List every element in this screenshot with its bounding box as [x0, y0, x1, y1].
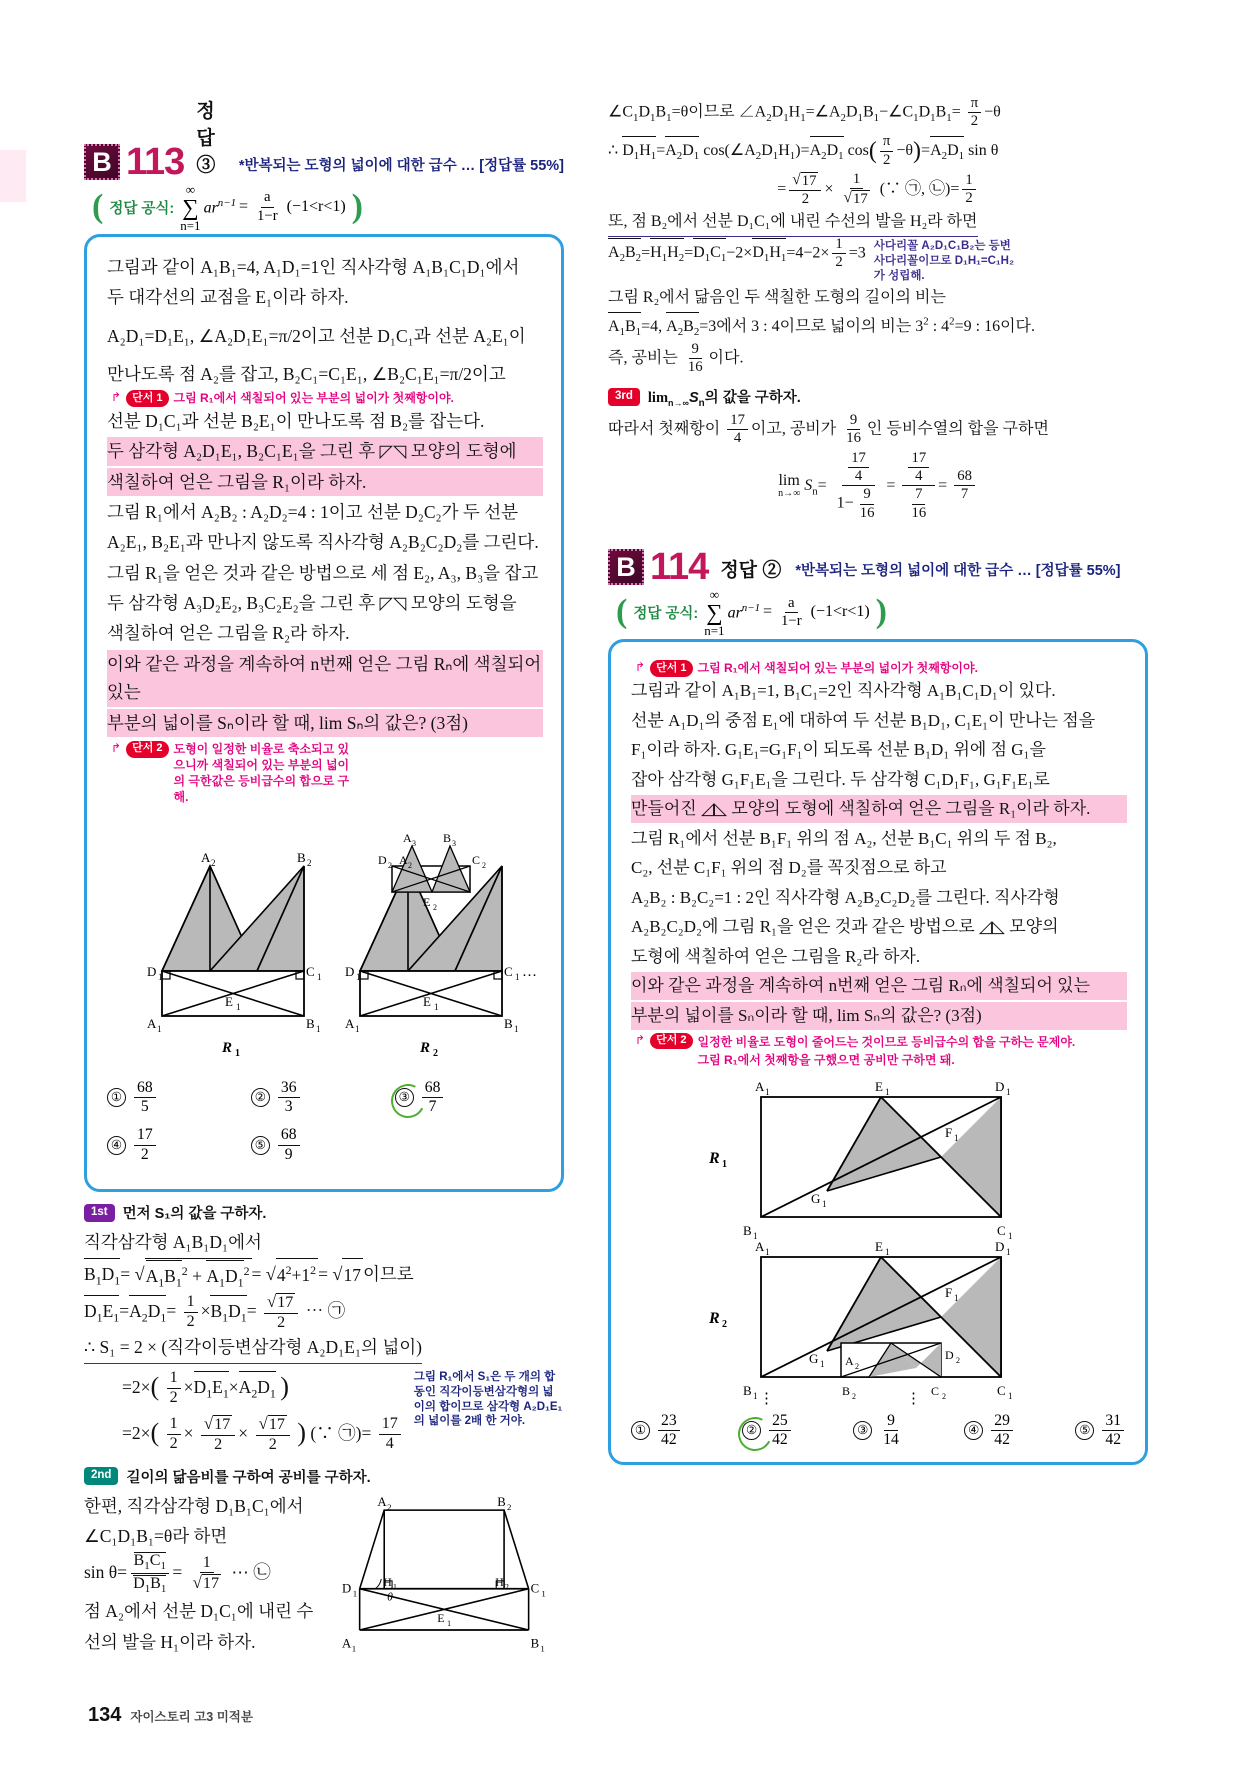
svg-text:C: C: [931, 1383, 940, 1398]
svg-text:1: 1: [820, 1358, 825, 1369]
solution-line-area1: =2×( $\frac{1}{2}$ $\times D_1E_1\times A_2D_1$ ): [122, 1369, 289, 1407]
svg-text:R: R: [222, 1039, 233, 1056]
svg-text:H: H: [383, 1575, 392, 1589]
choice-2[interactable]: [251, 1080, 395, 1116]
correct-rate: [정답률 55%]: [479, 158, 564, 174]
solution-right-line-1: $\angle C_1D_1B_1=\theta$이므로 $\angle A_2D_1H_1=\angle A_2D_1B_1-\angle C_1D_1B_1=$ $\frac{\pi}{2}$ −θ: [608, 95, 1001, 130]
figure-trapezoid-113: [340, 1491, 564, 1656]
statement-line-highlight: 부분의 넓이를 Sₙ이라 할 때, lim Sₙ의 값은? (3점): [107, 709, 543, 737]
solution-note-1: 그림 R₁에서 S₁은 두 개의 합동인 직각이등변삼각형의 넓이의 합이므로 삼각형 A₂D₁E₁의 넓이를 2배 한 거야.: [413, 1370, 563, 1428]
choice-numerator: 68: [278, 1127, 300, 1145]
svg-text:2: 2: [433, 902, 437, 912]
svg-text:1: 1: [885, 1246, 890, 1257]
sum-sign: ∑: [706, 599, 723, 625]
svg-text:1: 1: [822, 1198, 827, 1209]
choice-5[interactable]: [1075, 1413, 1127, 1449]
svg-text:1: 1: [722, 1158, 727, 1170]
solution-right-line-7: $A_1B_1=4$, $A_2B_2=3$에서 3 : 4이므로 넓이의 비는 $3^2$ : $4^2=9$ : 16이다.: [608, 312, 1148, 342]
clue-tag: 단서 2: [650, 1033, 692, 1050]
solution-line: 직각삼각형 A₁B₁D₁에서: [84, 1232, 262, 1253]
svg-text:B: B: [297, 849, 306, 865]
step-3rd-113: [608, 386, 1148, 409]
formula-equals: =: [239, 198, 249, 215]
formula-numerator: a: [785, 596, 798, 613]
svg-text:E: E: [875, 1078, 883, 1094]
difficulty-badge: B: [608, 549, 644, 585]
statement-line-highlight: 만들어진 ◿◺ 모양의 도형에 색칠하여 얻은 그림을 R₁이라 하자.: [631, 795, 1127, 823]
choice-5[interactable]: [251, 1127, 395, 1163]
correct-rate: [정답률 55%]: [1035, 563, 1121, 580]
problem-114-header: [608, 546, 1148, 589]
clue-tag: 단서 1: [650, 660, 692, 677]
formula-fraction: [778, 596, 805, 630]
svg-text:D: D: [378, 852, 387, 867]
choice-marker: ③: [853, 1421, 872, 1440]
clue-text: 그림 R₁에서 색칠되어 있는 부분의 넓이가 첫째항이야.: [697, 661, 978, 676]
solution-right-line-2: ∴ $D_1H_1=A_2D_1$ $\cos(\angle A_2D_1H_1)=A_2D_1$ cos( $\frac{\pi}{2}$ $-\theta)=A_2D_1$ sin θ: [608, 133, 999, 168]
svg-text:1: 1: [954, 1292, 959, 1303]
formula-denominator: 1−r: [257, 207, 278, 224]
clue-arrow-icon: ↱: [111, 390, 122, 405]
solution-line-D1E1: $D_1E_1=A_2D_1=$ $\frac{1}{2}$ $\times B_1D_1=$ √ 17 2 ⋯ ㉠: [84, 1292, 346, 1332]
statement-line: 선분 A₁D₁의 중점 E₁에 대하여 두 선분 B₁D₁, C₁E₁이 만나는 점을: [631, 710, 1096, 730]
formula-exponent: n−1: [217, 196, 237, 209]
choice-marker: ⑤: [1075, 1421, 1094, 1440]
svg-text:1: 1: [753, 1390, 758, 1401]
sum-lower: n=1: [180, 217, 201, 233]
svg-text:1: 1: [540, 1643, 545, 1654]
statement-line-highlight: 이와 같은 과정을 계속하여 n번째 얻은 그림 Rₙ에 색칠되어 있는: [631, 972, 1127, 1000]
svg-text:1: 1: [352, 1588, 358, 1599]
problem-113-figures: [107, 806, 547, 1066]
svg-text:A: A: [345, 1015, 355, 1031]
statement-line: A₂B₂C₂D₂에 그림 R₁을 얻은 것과 같은 방법으로 ◿◺ 모양의: [631, 917, 1059, 937]
choice-marker: ②: [251, 1088, 270, 1107]
svg-text:2: 2: [388, 860, 392, 870]
problem-114-figures: [631, 1075, 1111, 1405]
choice-denominator: 42: [1105, 1430, 1121, 1448]
svg-text:3: 3: [412, 838, 416, 848]
svg-text:D: D: [345, 963, 355, 979]
svg-text:E: E: [875, 1238, 883, 1254]
svg-text:C: C: [997, 1222, 1006, 1238]
choice-marker-correct: ③: [395, 1088, 414, 1107]
clue-1-114: [635, 660, 1127, 677]
sum-upper: ∞: [709, 586, 720, 602]
formula-denominator: 1−r: [781, 612, 802, 629]
problem-113-statement: [107, 253, 543, 737]
svg-text:C: C: [472, 852, 481, 867]
choice-marker: ①: [631, 1421, 650, 1440]
problem-topic: [239, 154, 564, 180]
solution-line: 점 A₂에서 선분 D₁C₁에 내린 수: [84, 1601, 314, 1622]
bracket-left-icon: (: [616, 593, 628, 631]
statement-line: [631, 766, 1127, 794]
answer-label: [720, 555, 781, 585]
svg-text:1: 1: [1006, 1246, 1011, 1257]
svg-text:2: 2: [942, 1391, 946, 1401]
svg-text:H: H: [495, 1575, 504, 1589]
svg-text:G: G: [809, 1350, 819, 1366]
clue-arrow-icon: ↱: [635, 660, 646, 675]
choice-1[interactable]: [631, 1413, 683, 1449]
statement-line: A₂B₂ : B₂C₂=1 : 2인 직사각형 A₂B₂C₂D₂를 그린다. 직사각형: [631, 887, 1060, 907]
svg-text:1: 1: [447, 1618, 452, 1628]
figure-R1-114: [708, 1079, 1013, 1241]
topic-text: *반복되는 도형의 넓이에 대한 급수: [795, 563, 1014, 580]
figure-R2: [345, 831, 537, 1059]
choice-numerator: 31: [1102, 1413, 1124, 1431]
formula-equals: =: [763, 603, 773, 621]
choice-row: [107, 1127, 543, 1163]
svg-text:C: C: [504, 963, 513, 979]
choice-numerator: 68: [134, 1080, 156, 1098]
choice-denominator: 42: [772, 1430, 788, 1448]
solution-note-2: 사다리꼴 A₂D₁C₁B₂는 등변사다리꼴이므로 D₁H₁=C₁H₂가 성립해.: [873, 239, 1015, 282]
step-tag: 3rd: [608, 388, 640, 406]
step-text: 길이의 닮음비를 구하여 공비를 구하자.: [126, 1469, 371, 1486]
solution-line: 한편, 직각삼각형 D₁B₁C₁에서: [84, 1495, 304, 1516]
svg-text:2: 2: [507, 1501, 512, 1512]
statement-line: 만나도록 점 A₂를 잡고, B₂C₁=C₁E₁, ∠B₂C₁E₁=π/2이고: [107, 364, 506, 385]
svg-text:1: 1: [765, 1246, 770, 1257]
clue-arrow-icon: ↱: [635, 1032, 646, 1047]
svg-text:A: A: [399, 852, 408, 867]
answer-label: [196, 96, 225, 180]
solution-right-line-9: 따라서 첫째항이 $\frac{17}{4}$ 이고, 공비가 $\frac{9}{16}$ 인 등비수열의 합을 구하면: [608, 411, 1049, 447]
svg-text:B: B: [743, 1222, 752, 1238]
choice-1[interactable]: [107, 1080, 251, 1116]
svg-text:C: C: [997, 1382, 1006, 1398]
problem-number: 114: [650, 546, 709, 589]
svg-text:C: C: [306, 963, 315, 979]
vertical-ellipsis: ⋮: [759, 1390, 774, 1405]
choice-denominator: 42: [994, 1430, 1010, 1448]
svg-text:1: 1: [236, 1001, 241, 1012]
formula-bar-114: [616, 586, 1148, 638]
svg-text:1: 1: [753, 1230, 758, 1241]
choice-denominator: 2: [140, 1145, 149, 1163]
svg-text:1: 1: [514, 1023, 519, 1034]
statement-line-highlight: 부분의 넓이를 Sₙ이라 할 때, lim Sₙ의 값은? (3점): [631, 1002, 1127, 1030]
svg-text:2: 2: [408, 860, 412, 870]
svg-text:F: F: [945, 1124, 953, 1140]
step-text: 먼저 S₁의 값을 구하자.: [122, 1206, 267, 1223]
sqrt-sum: √ $A_1B_1^2 + A_1D_1^2$: [134, 1258, 251, 1293]
solution-right-line-4: 또, 점 B₂에서 선분 D₁C₁에 내린 수선의 발을 H₂라 하면: [608, 208, 978, 237]
svg-text:D: D: [945, 1347, 954, 1362]
choice-denominator: 14: [883, 1430, 899, 1448]
solution-right-line-3: = √ 17 2 × 1 √ 17 (∵ ㉠, ㉡)= $\frac{1}{2}$: [608, 172, 1148, 208]
choice-4[interactable]: [964, 1413, 1016, 1449]
solution-line: ∠C₁D₁B₁=θ라 하면: [84, 1526, 228, 1547]
step-tag: 1st: [84, 1204, 115, 1222]
clue-text-group: [698, 1033, 1076, 1069]
svg-text:1: 1: [434, 1001, 439, 1012]
choice-marker: ④: [964, 1421, 983, 1440]
svg-text:2: 2: [482, 860, 486, 870]
choice-denominator: 3: [284, 1098, 293, 1116]
problem-topic: [795, 559, 1120, 585]
svg-text:E: E: [423, 993, 431, 1009]
choice-2[interactable]: [742, 1413, 794, 1449]
problem-114-statement: [631, 677, 1127, 1029]
statement-line: 그림 R₁에서 A₂B₂ : A₂D₂=4 : 1이고 선분 D₂C₂가 두 선분: [107, 502, 519, 523]
svg-text:2: 2: [211, 857, 216, 868]
svg-text:B: B: [504, 1015, 513, 1031]
choice-numerator: 23: [658, 1413, 680, 1431]
svg-text:R: R: [709, 1309, 720, 1327]
svg-text:A: A: [377, 1494, 387, 1509]
figure-R2-114: [708, 1239, 1013, 1401]
svg-text:1: 1: [515, 971, 520, 982]
choice-row: [107, 1080, 543, 1116]
solution-line-pythagoras: $B_1D_1=$ √ $A_1B_1^2 + A_1D_1^2$ = √ $4^2+1^2$ = √ 17 이므로: [84, 1258, 564, 1293]
choice-numerator: 29: [991, 1413, 1013, 1431]
ellipsis: …: [522, 963, 537, 980]
clue-2-113: [111, 741, 543, 806]
sqrt-values: √ $4^2+1^2$: [266, 1258, 318, 1291]
svg-text:2: 2: [852, 1391, 856, 1401]
choice-marker: ⑤: [251, 1136, 270, 1155]
choice-numerator: 17: [134, 1127, 156, 1145]
svg-text:1: 1: [954, 1132, 959, 1143]
formula-term: $ar^{n-1}$: [727, 602, 761, 622]
clue-tag: 단서 1: [126, 390, 168, 407]
sqrt-17: √ 17: [332, 1258, 363, 1291]
svg-text:2: 2: [505, 1582, 509, 1592]
right-column: [608, 96, 1148, 1465]
statement-line: 그림 R₁에서 선분 B₁F₁ 위의 점 A₂, 선분 B₁C₁ 위의 두 점 B₂,: [631, 828, 1057, 848]
svg-text:2: 2: [307, 857, 312, 868]
svg-text:2: 2: [722, 1318, 727, 1330]
solution-line-area2: =2×( $\frac{1}{2}$ × √ 17 2 × √ 17 2 ) (∵ ㉠)= $\frac{17}{4}$: [122, 1410, 404, 1456]
formula-term: $ar^{n-1}$: [203, 196, 237, 217]
clue-text: 일정한 비율로 도형이 줄어드는 것이므로 등비급수의 합을 구하는 문제야.: [697, 1034, 1076, 1049]
step-2nd-113: [84, 1466, 564, 1487]
svg-text:A: A: [147, 1015, 157, 1031]
svg-text:2: 2: [855, 1361, 859, 1371]
choice-denominator: 5: [140, 1098, 149, 1116]
sum-upper: ∞: [185, 181, 196, 197]
choice-3[interactable]: [395, 1080, 539, 1116]
svg-text:D: D: [995, 1078, 1005, 1094]
statement-text-plain: 잡아 삼각형 G₁F₁E₁을 그린다. 두 삼각형 C₁D₁F₁, G₁F₁E₁로: [631, 769, 1050, 789]
svg-text:1: 1: [393, 1582, 397, 1592]
statement-line: 도형에 색칠하여 얻은 그림을 R₂라 하자.: [631, 946, 921, 966]
svg-text:1: 1: [355, 1023, 360, 1034]
solution-right-line-6: 그림 R₂에서 닮음인 두 색칠한 도형의 길이의 비는: [608, 288, 946, 306]
svg-text:A: A: [201, 849, 211, 865]
sum-lower: n=1: [704, 622, 725, 638]
page-edge-mark: [0, 150, 26, 202]
difficulty-badge: B: [84, 144, 120, 180]
problem-113-header: [84, 96, 564, 183]
statement-line-highlight: 색칠하여 얻은 그림을 R₁이라 하자.: [107, 468, 543, 496]
figure-R1: [147, 850, 322, 1059]
bracket-left-icon: (: [92, 188, 104, 225]
bracket-right-icon: ): [875, 593, 887, 631]
svg-text:1: 1: [541, 1588, 546, 1599]
solution-line: ∴ S₁ = 2 × (직각이등변삼각형 A₂D₁E₁의 넓이): [84, 1332, 422, 1364]
clue-text: 그림 R₁에서 색칠되어 있는 부분의 넓이가 첫째항이야.: [173, 391, 454, 406]
svg-text:D: D: [341, 1581, 352, 1596]
choice-marker: ①: [107, 1088, 126, 1107]
svg-text:2: 2: [956, 1355, 960, 1365]
formula-exponent: n−1: [741, 602, 761, 615]
topic-dots: …: [460, 158, 476, 174]
statement-line: 두 삼각형 A₃D₂E₂, B₃C₂E₂을 그린 후 ◸◹ 모양의 도형을: [107, 593, 517, 614]
statement-line: A₂E₁, B₂E₁과 만나지 않도록 직사각형 A₂B₂C₂D₂를 그린다.: [107, 532, 539, 553]
statement-line: 선분 D₁C₁과 선분 B₂E₁이 만나도록 점 B₂를 잡는다.: [107, 411, 485, 432]
formula-expression: [180, 183, 345, 232]
solution-right-line-8: 즉, 공비는 $\frac{9}{16}$ 이다.: [608, 340, 744, 376]
problem-114-choices: [631, 1413, 1127, 1449]
svg-text:1: 1: [765, 1086, 770, 1097]
topic-dots: …: [1017, 563, 1032, 580]
page-number: 134: [88, 1704, 122, 1726]
svg-text:1: 1: [1006, 1086, 1011, 1097]
svg-text:θ: θ: [387, 1590, 393, 1604]
topic-text: *반복되는 도형의 넓이에 대한 급수: [238, 158, 457, 174]
answer-word: 정답: [196, 101, 215, 149]
svg-text:1: 1: [158, 971, 163, 982]
step-text: $\lim_{n\to\infty}S_n$의 값을 구하자.: [647, 389, 801, 409]
solution-right-limit: lim n→∞ $S_n=$ $\frac{17}{4}$ 1− $\frac{9}{16}$ = $\frac{\frac{17}{4}}{\frac{7}{16}}$ = $\frac{68}{7}$: [608, 451, 1148, 522]
clue-2-114: [635, 1033, 1127, 1069]
svg-text:1: 1: [885, 1086, 890, 1097]
svg-text:A: A: [403, 830, 412, 845]
step-tag: 2nd: [84, 1467, 118, 1485]
svg-text:E: E: [437, 1611, 445, 1625]
solution-line: 선의 발을 H₁이라 하자.: [84, 1631, 256, 1652]
svg-text:C: C: [530, 1581, 540, 1596]
answer-value: ③: [196, 155, 216, 176]
svg-text:E: E: [423, 894, 431, 909]
choice-numerator: 25: [769, 1413, 791, 1431]
statement-line: A₂D₁=D₁E₁, ∠A₂D₁E₁=π/2이고 선분 D₁C₁과 선분 A₂E₁이: [107, 325, 526, 346]
choice-numerator: 9: [884, 1413, 898, 1431]
clue-1-113: [111, 390, 543, 407]
problem-113-box: [84, 234, 564, 1192]
svg-text:B: B: [306, 1015, 315, 1031]
clue-arrow-icon: ↱: [111, 740, 122, 755]
svg-text:1: 1: [157, 1023, 162, 1034]
svg-text:3: 3: [452, 838, 456, 848]
problem-114-box: [608, 639, 1148, 1465]
solution-line-sin: sin θ= $\frac{B_1C_1}{D_1B_1}$ = 1 √ 17 ⋯ ㉡: [84, 1551, 271, 1596]
answer-word: 정답: [720, 560, 758, 582]
clue-text-second: 그림 R₁에서 첫째항을 구했으면 공비만 구하면 돼.: [697, 1052, 955, 1067]
svg-text:1: 1: [316, 1023, 321, 1034]
statement-line: 그림과 같이 A₁B₁=1, B₁C₁=2인 직사각형 A₁B₁C₁D₁이 있다.: [631, 681, 1056, 701]
svg-text:2: 2: [387, 1501, 392, 1512]
svg-text:B: B: [842, 1383, 851, 1398]
svg-text:1: 1: [1008, 1390, 1013, 1401]
segment-B1D1: $B_1D_1$: [84, 1258, 120, 1291]
statement-line: 그림 R₁을 얻은 것과 같은 방법으로 세 점 E₂, A₃, B₃을 잡고: [107, 562, 539, 583]
svg-text:A: A: [755, 1078, 765, 1094]
choice-marker-correct: ②: [742, 1421, 761, 1440]
svg-text:1: 1: [317, 971, 322, 982]
book-title: 자이스토리 고3 미적분: [130, 1710, 253, 1724]
formula-condition: (−1<r<1): [286, 198, 346, 215]
problem-113-choices: [107, 1080, 543, 1164]
page-footer: [88, 1704, 253, 1727]
choice-denominator: 9: [284, 1145, 293, 1163]
svg-text:R: R: [420, 1039, 431, 1056]
statement-line: C₂, 선분 C₁F₁ 위의 점 D₂를 꼭짓점으로 하고: [631, 858, 947, 878]
svg-text:R: R: [709, 1149, 720, 1167]
choice-denominator: 42: [661, 1430, 677, 1448]
statement-line: F₁이라 하자. G₁E₁=G₁F₁이 되도록 선분 B₁D₁ 위에 점 G₁을: [631, 740, 1046, 760]
sum-sign: ∑: [182, 194, 199, 220]
left-column: [84, 96, 564, 1657]
formula-bar-113: [92, 181, 564, 233]
svg-text:D: D: [147, 963, 157, 979]
problem-number: 113: [126, 140, 185, 183]
statement-line: 두 대각선의 교점을 E₁이라 하자.: [107, 287, 349, 308]
statement-line: 색칠하여 얻은 그림을 R₂라 하자.: [107, 623, 350, 644]
svg-text:A: A: [755, 1238, 765, 1254]
answer-value: ②: [762, 560, 782, 582]
svg-text:B: B: [497, 1494, 506, 1509]
svg-text:F: F: [945, 1284, 953, 1300]
formula-label: 정답 공식:: [109, 200, 175, 217]
svg-text:B: B: [743, 1382, 752, 1398]
formula-label: 정답 공식:: [633, 605, 699, 622]
choice-4[interactable]: [107, 1127, 251, 1163]
choice-denominator: 7: [428, 1098, 437, 1116]
svg-text:B: B: [530, 1636, 540, 1651]
formula-fraction: [254, 190, 281, 224]
formula-condition: (−1<r<1): [810, 603, 870, 621]
statement-line-highlight: 두 삼각형 A₂D₁E₁, B₂C₁E₁을 그린 후 ◸◹ 모양의 도형에: [107, 437, 543, 465]
choice-numerator: 68: [422, 1080, 444, 1098]
clue-tag: 단서 2: [126, 741, 168, 758]
svg-text:A: A: [341, 1636, 352, 1651]
choice-marker: ④: [107, 1136, 126, 1155]
svg-text:G: G: [811, 1190, 821, 1206]
statement-line-highlight: 이와 같은 과정을 계속하여 n번째 얻은 그림 Rₙ에 색칠되어 있는: [107, 650, 543, 707]
statement-line: 그림과 같이 A₁B₁=4, A₁D₁=1인 직사각형 A₁B₁C₁D₁에서: [107, 257, 520, 277]
vertical-ellipsis: ⋮: [906, 1390, 921, 1405]
svg-text:1: 1: [356, 971, 361, 982]
step-1st-113: [84, 1202, 564, 1223]
svg-text:A: A: [845, 1353, 854, 1368]
svg-text:1: 1: [351, 1643, 357, 1654]
svg-text:2: 2: [433, 1047, 438, 1059]
svg-text:1: 1: [1008, 1230, 1013, 1241]
svg-text:D: D: [995, 1238, 1005, 1254]
svg-text:B: B: [443, 830, 452, 845]
solution-right-line-5: $A_2B_2=H_1H_2=D_1C_1-2\times D_1H_1=4-2\times$ $\frac{1}{2}$ =3: [608, 235, 866, 271]
choice-row: [631, 1413, 1127, 1449]
formula-numerator: a: [261, 190, 274, 207]
clue-text: 도형이 일정한 비율로 축소되고 있으니까 색칠되어 있는 부분의 넓이의 극한값은 등비급수의 합으로 구해.: [173, 741, 350, 805]
bracket-right-icon: ): [351, 188, 363, 225]
svg-text:E: E: [225, 993, 233, 1009]
choice-numerator: 36: [278, 1080, 300, 1098]
svg-text:1: 1: [235, 1047, 240, 1059]
formula-expression: [704, 588, 869, 637]
choice-3[interactable]: [853, 1413, 905, 1449]
